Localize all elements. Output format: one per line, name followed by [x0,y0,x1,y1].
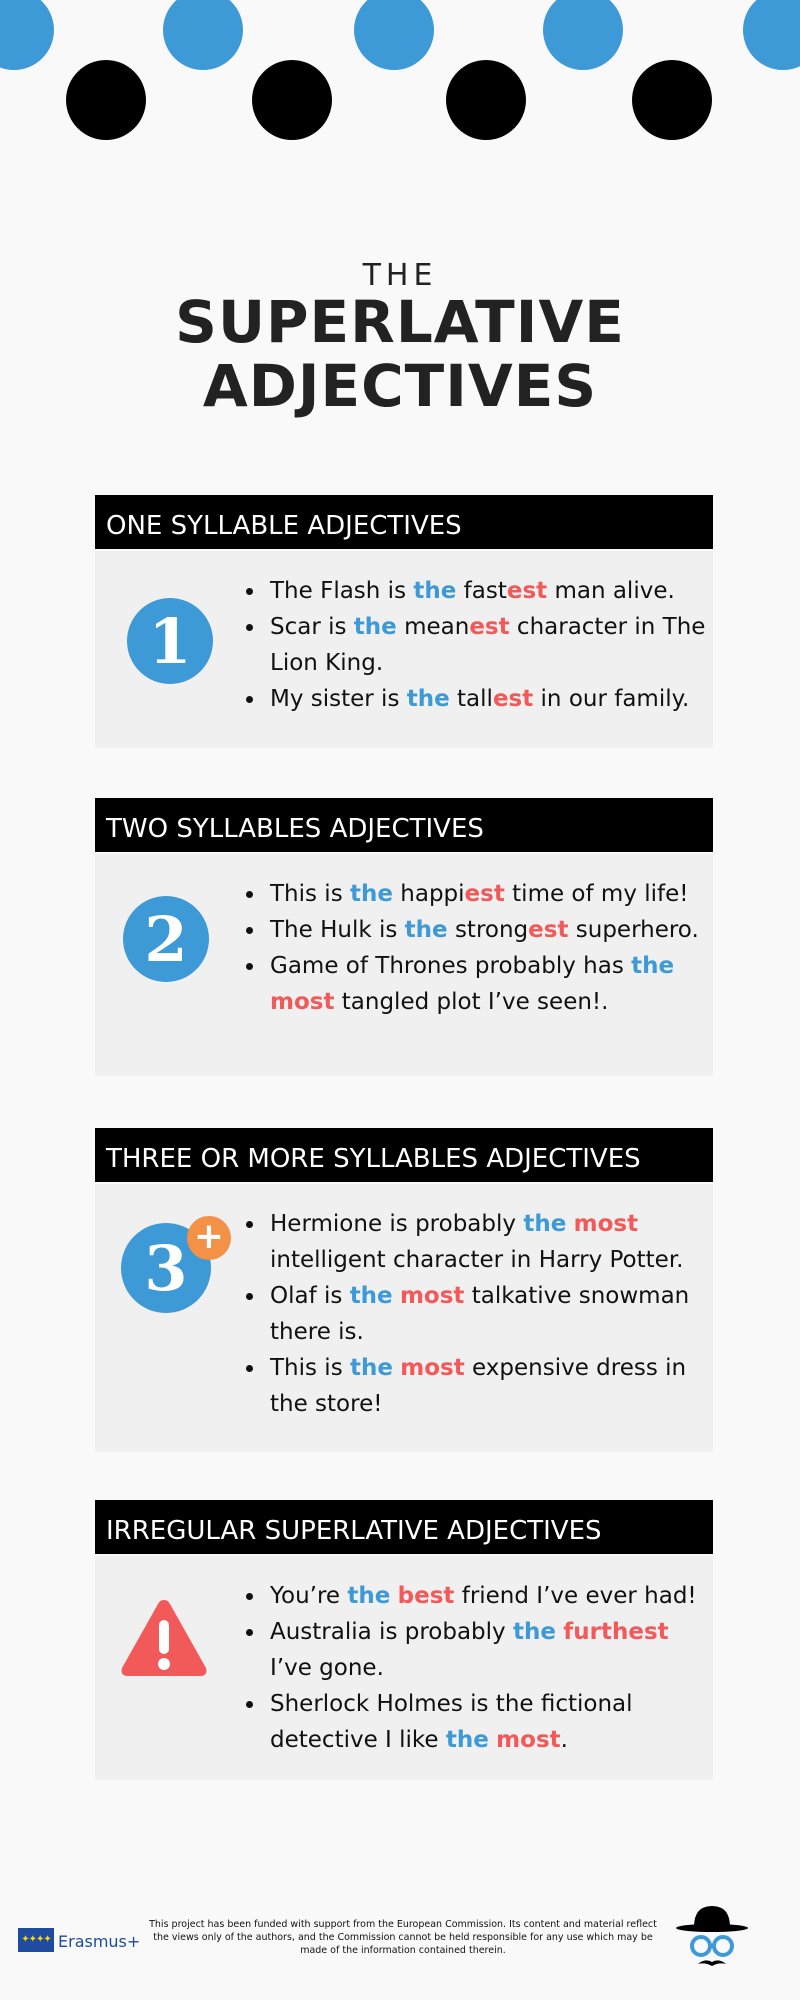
sentence-text: friend I’ve ever had! [454,1583,697,1609]
sentence-text: My sister is [270,686,407,712]
decor-dot-blue [354,0,434,70]
sentence-text: tall [449,686,493,712]
page-title [0,290,800,418]
decor-dot-blue [163,0,243,70]
superlative-highlight: most [573,1211,639,1237]
flag-stars: ✦✦✦✦ [21,1934,51,1945]
example-list [240,1578,713,1758]
decor-dot-blue [0,0,54,70]
sentence-text: strong [447,917,529,943]
section-body [95,854,713,1076]
sentence-text: This is [270,881,350,907]
superlative-highlight: est [469,614,510,640]
sentence-text: Sherlock Holmes is the fictional detective I like [270,1691,633,1753]
funding-disclaimer: This project has been funded with support from the European Commission. Its content and material reflect the views only of the authors, and the Commission cannot be held responsible for any use which may be made of the information contained therein. [149,1919,657,1956]
sentence-text: tangled plot I’ve seen!. [334,989,609,1015]
superlative-highlight: est [464,881,505,907]
sentence-text: Australia is probably [270,1619,513,1645]
number-two-icon: 2 [123,896,209,982]
title-line-2: ADJECTIVES [202,352,598,420]
sentence-text: expensive dress in the store! [270,1355,687,1417]
sentence-text: . [560,1727,568,1753]
superlative-highlight: best [397,1583,455,1609]
section-one-syllable [95,495,713,748]
sentence-text: The Hulk is [270,917,405,943]
sentence-text: I’ve gone. [270,1655,384,1681]
superlative-highlight: est [506,578,548,604]
superlative-highlight: most [270,989,335,1015]
article-highlight: the [404,917,448,943]
sentence-text: man alive. [547,578,675,604]
sentence-text: This is [270,1355,350,1381]
sentence-text: Olaf is [270,1283,350,1309]
example-sentence [266,573,713,609]
section-body [95,551,713,748]
erasmus-label: Erasmus+ [58,1932,141,1951]
section-body [95,1184,713,1452]
example-list [240,1206,713,1422]
sentence-text: mean [396,614,470,640]
section-body [95,1556,713,1780]
section-heading: IRREGULAR SUPERLATIVE ADJECTIVES [95,1500,713,1554]
title-line-1: SUPERLATIVE [175,288,625,356]
decor-dot-black [252,60,332,140]
example-sentence [266,948,713,1020]
article-highlight: the [353,614,397,640]
article-highlight: the [631,953,675,979]
sentence-text [390,1583,397,1609]
example-sentence [266,912,713,948]
sentence-text: superhero. [568,917,699,943]
superlative-highlight: most [400,1355,465,1381]
section-heading: ONE SYLLABLE ADJECTIVES [95,495,713,549]
sentence-text: intelligent character in Harry Potter. [270,1247,684,1273]
sentence-text: Game of Thrones probably has [270,953,632,979]
superlative-highlight: most [399,1283,465,1309]
example-sentence [266,1614,713,1686]
decor-dot-blue [743,0,800,70]
example-list [240,876,713,1020]
article-highlight: the [350,881,393,907]
title-prefix: THE [362,258,438,293]
decor-dot-black [66,60,146,140]
number-one-icon: 1 [127,598,213,684]
example-sentence [266,681,713,717]
decor-dot-black [446,60,526,140]
article-highlight: the [349,1283,393,1309]
example-sentence [266,1686,713,1758]
sentence-text: You’re [270,1583,348,1609]
example-sentence [266,1206,713,1278]
sentence-text: talkative snowman there is. [270,1283,690,1345]
example-sentence [266,609,713,681]
article-highlight: the [512,1619,556,1645]
section-three-syllables [95,1128,713,1452]
article-highlight: the [413,578,457,604]
section-heading: THREE OR MORE SYLLABLES ADJECTIVES [95,1128,713,1182]
sentence-text: time of my life! [504,881,689,907]
example-sentence [266,1350,713,1422]
article-highlight: the [350,1355,393,1381]
warning-icon [119,1596,209,1680]
article-highlight: the [523,1211,567,1237]
section-two-syllables [95,798,713,1076]
superlative-highlight: est [492,686,534,712]
example-sentence [266,1278,713,1350]
superlative-highlight: most [496,1727,561,1753]
example-sentence [266,876,713,912]
superlative-highlight: est [528,917,569,943]
number-three-icon: 3 [121,1223,211,1313]
sentence-text: happi [392,881,465,907]
example-sentence [266,1578,713,1614]
detective-glasses-icon [672,1900,752,1980]
sentence-text: Scar is [270,614,354,640]
sentence-text: fast [456,578,507,604]
sentence-text [566,1211,573,1237]
sentence-text: in our family. [533,686,690,712]
article-highlight: the [445,1727,489,1753]
plus-icon: + [187,1216,231,1260]
article-highlight: the [347,1583,391,1609]
section-heading: TWO SYLLABLES ADJECTIVES [95,798,713,852]
eu-flag-icon [18,1928,54,1952]
sentence-text: character in The Lion King. [270,614,706,676]
sentence-text: The Flash is [270,578,414,604]
decor-dot-blue [543,0,623,70]
example-list [240,573,713,717]
superlative-highlight: furthest [563,1619,669,1645]
article-highlight: the [406,686,450,712]
sentence-text [393,1283,400,1309]
decor-dot-black [632,60,712,140]
sentence-text: Hermione is probably [270,1211,524,1237]
section-irregular [95,1500,713,1780]
